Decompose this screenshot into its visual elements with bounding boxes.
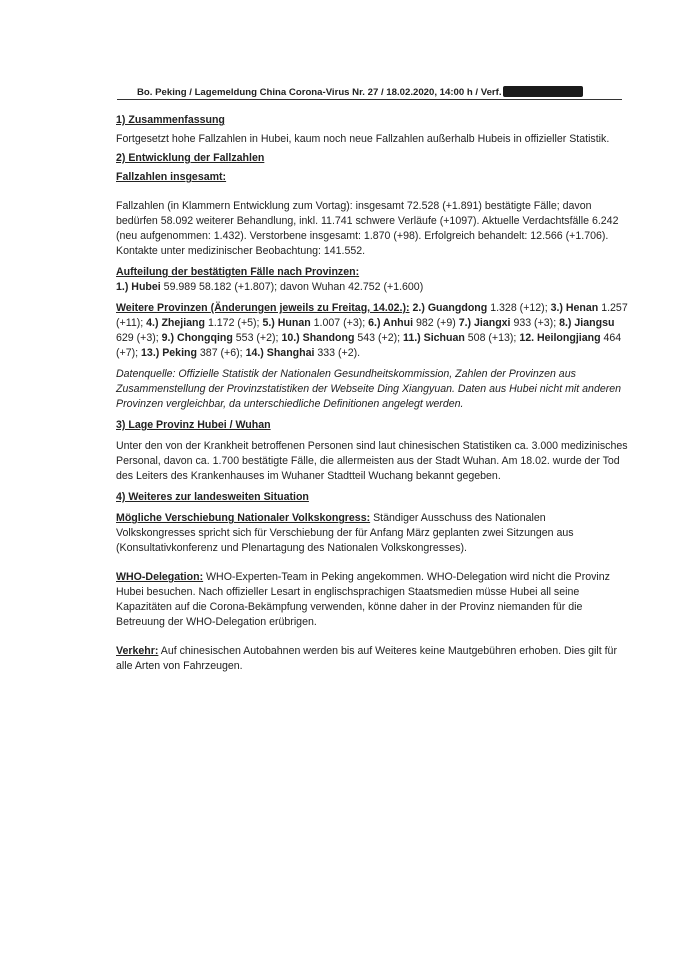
- who-paragraph: [116, 570, 628, 630]
- subheading-fallzahlen: Fallzahlen insgesamt:: [116, 171, 227, 183]
- hubei-line: [116, 280, 628, 295]
- section-4-heading: 4) Weiteres zur landesweiten Situation: [116, 491, 309, 503]
- who-text: WHO-Experten-Team in Peking angekommen. WHO-Delegation wird nicht die Provinz Hubei besuchen. Nach offizieller Lesart in englischsprachigen Staatsmedien müsse Hubei all seine Kapazitäten auf die Corona-Bekämpfung verwenden, könne daher in der Provinz niemanden für die Betreuung der WHO-Delegation erübrigen.: [116, 571, 610, 628]
- province-value: 933 (+3);: [510, 317, 560, 329]
- provinces-paragraph: [116, 301, 628, 361]
- province-value: 333 (+2).: [314, 347, 361, 359]
- province-value: 553 (+2);: [232, 332, 282, 344]
- who-label: WHO-Delegation:: [116, 571, 204, 583]
- volkskongress-text: Ständiger Ausschuss des Nationalen Volkskongresses spricht sich für Verschiebung der für Anfang März geplanten zwei Sitzungen aus (Konsultativkonferenz und Plenartagung des Nationalen Volkskongresses).: [116, 512, 574, 554]
- section-3-heading: 3) Lage Provinz Hubei / Wuhan: [116, 419, 271, 431]
- subheading-provinzen: Aufteilung der bestätigten Fälle nach Provinzen:: [116, 266, 360, 278]
- province-label: 13.) Peking: [141, 347, 197, 359]
- province-label: 10.) Shandong: [281, 332, 355, 344]
- province-label: 7.) Jiangxi: [458, 317, 511, 329]
- data-source-note: Datenquelle: Offizielle Statistik der Nationalen Gesundheitskommission, Zahlen der Provinzen aus Zusammenstellung der Provinzstatistiken der Webseite Ding Xiangyuan. Daten aus Hubei nicht mit anderen Provinzen vergleichbar, da unterschiedliche Definitionen angelegt werden.: [116, 368, 622, 410]
- verkehr-paragraph: [116, 644, 628, 674]
- header-text: Bo. Peking / Lagemeldung China Corona-Virus Nr. 27 / 18.02.2020, 14:00 h / Verf.: [137, 87, 502, 98]
- hubei-text: 59.989 58.182 (+1.807); davon Wuhan 42.752 (+1.600): [160, 281, 424, 293]
- province-label: 6.) Anhui: [368, 317, 414, 329]
- province-label: 3.) Henan: [550, 302, 599, 314]
- section-2-heading: 2) Entwicklung der Fallzahlen: [116, 152, 265, 164]
- volkskongress-label: Mögliche Verschiebung Nationaler Volkskongress:: [116, 512, 371, 524]
- document-body: [116, 113, 628, 674]
- province-value: 464 (+7);: [116, 332, 622, 359]
- verkehr-label: Verkehr:: [116, 645, 159, 657]
- subheading-weitere-provinzen: Weitere Provinzen (Änderungen jeweils zu Freitag, 14.02.):: [116, 302, 410, 314]
- province-value: 982 (+9): [413, 317, 459, 329]
- redaction-bar: [503, 86, 583, 97]
- province-value: 629 (+3);: [116, 332, 162, 344]
- header-rule: [117, 99, 622, 100]
- province-value: 1.328 (+12);: [487, 302, 551, 314]
- province-value: 1.007 (+3);: [310, 317, 369, 329]
- province-value: 387 (+6);: [196, 347, 246, 359]
- province-label: 5.) Hunan: [262, 317, 311, 329]
- province-label: 9.) Chongqing: [161, 332, 233, 344]
- province-label: 12. Heilongjiang: [519, 332, 601, 344]
- province-label: 11.) Sichuan: [403, 332, 465, 344]
- volkskongress-paragraph: [116, 511, 628, 556]
- document-header: [137, 86, 607, 98]
- section-1-heading: 1) Zusammenfassung: [116, 114, 225, 126]
- province-label: 4.) Zhejiang: [146, 317, 206, 329]
- section-1-text: Fortgesetzt hohe Fallzahlen in Hubei, kaum noch neue Fallzahlen außerhalb Hubeis in offizieller Statistik.: [116, 133, 610, 145]
- verkehr-text: Auf chinesischen Autobahnen werden bis auf Weiteres keine Mautgebühren erhoben. Dies gilt für alle Arten von Fahrzeugen.: [116, 645, 617, 672]
- province-value: 508 (+13);: [464, 332, 520, 344]
- fallzahlen-paragraph: Fallzahlen (in Klammern Entwicklung zum Vortag): insgesamt 72.528 (+1.891) bestätigte Fälle; davon bedürfen 58.092 weiterer Behandlung, inkl. 11.741 schwere Verläufe (+1097). Aktuelle Verdachtsfälle 6.242 (neu aufgenommen: 1.432). Verstorbene insgesamt: 1.870 (+98). Erfolgreich behandelt: 12.566 (+1.706). Kontakte unter medizinischer Beobachtung: 141.552.: [116, 200, 619, 257]
- province-label: 2.) Guangdong: [412, 302, 488, 314]
- province-label: 14.) Shanghai: [245, 347, 315, 359]
- province-label: 8.) Jiangsu: [559, 317, 615, 329]
- province-value: 543 (+2);: [354, 332, 404, 344]
- province-value: 1.257 (+11);: [116, 302, 628, 329]
- section-3-text: Unter den von der Krankheit betroffenen Personen sind laut chinesischen Statistiken ca. 3.000 medizinisches Personal, davon ca. 1.700 bestätigte Fälle, die allermeisten aus der Stadt Wuhan. Am 18.02. wurde der Tod des Leiters des Krankenhauses im Wuhaner Stadtteil Wuchang bekannt gegeben.: [116, 440, 628, 482]
- hubei-label: 1.) Hubei: [116, 281, 161, 293]
- province-value: 1.172 (+5);: [205, 317, 263, 329]
